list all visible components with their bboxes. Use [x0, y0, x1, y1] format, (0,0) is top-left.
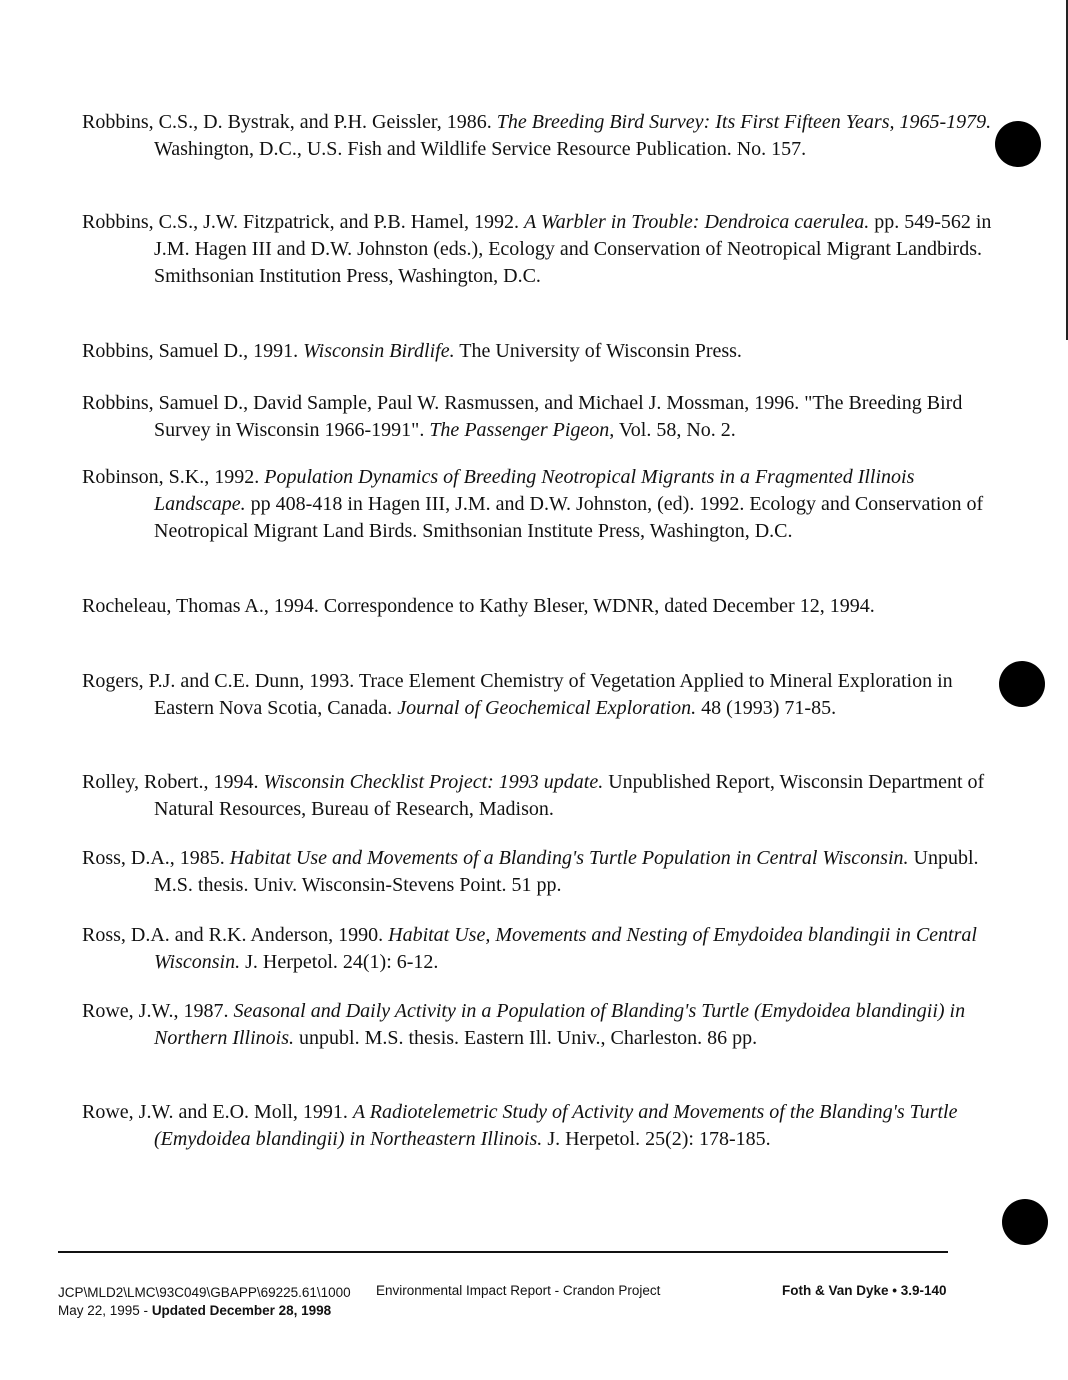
reference-entry: Rowe, J.W. and E.O. Moll, 1991. A Radiotelemetric Study of Activity and Movements of the Blanding's Turtle (Emydoidea blandingii) in Northeastern Illinois. J. Herpetol. 25(2): 178-185. — [82, 1101, 958, 1150]
punch-hole — [995, 121, 1041, 167]
reference-entry: Rowe, J.W., 1987. Seasonal and Daily Activity in a Population of Blanding's Turtle (Emydoidea blandingii) in Northern Illinois. unpubl. M.S. thesis. Eastern Ill. Univ., Charleston. 86 pp. — [82, 1000, 966, 1049]
reference-entry: Ross, D.A., 1985. Habitat Use and Movements of a Blanding's Turtle Population in Central Wisconsin. Unpubl. M.S. thesis. Univ. Wisconsin-Stevens Point. 51 pp. — [82, 847, 979, 896]
footer-date: May 22, 1995 - Updated December 28, 1998 — [58, 1303, 332, 1318]
footer-rule — [58, 1251, 948, 1253]
footer-project-title: Environmental Impact Report - Crandon Project — [376, 1283, 661, 1298]
reference-entry: Rolley, Robert., 1994. Wisconsin Checklist Project: 1993 update. Unpublished Report, Wisconsin Department of Natural Resources, Bureau of Research, Madison. — [82, 771, 985, 820]
reference-entry: Robbins, Samuel D., 1991. Wisconsin Birdlife. The University of Wisconsin Press. — [82, 340, 742, 362]
reference-entry: Rocheleau, Thomas A., 1994. Correspondence to Kathy Bleser, WDNR, dated December 12, 1994. — [82, 595, 875, 617]
reference-entry: Robbins, C.S., J.W. Fitzpatrick, and P.B. Hamel, 1992. A Warbler in Trouble: Dendroica caerulea. pp. 549-562 in J.M. Hagen III and D.W. Johnston (eds.), Ecology and Conservation of Neotropical Migrant Landbirds. Smithsonian Institution Press, Washington, D.C. — [82, 211, 992, 287]
reference-entry: Ross, D.A. and R.K. Anderson, 1990. Habitat Use, Movements and Nesting of Emydoidea blandingii in Central Wisconsin. J. Herpetol. 24(1): 6-12. — [82, 924, 977, 973]
punch-hole — [999, 661, 1045, 707]
reference-entry: Robbins, Samuel D., David Sample, Paul W. Rasmussen, and Michael J. Mossman, 1996. "The Breeding Bird Survey in Wisconsin 1966-1991". The Passenger Pigeon, Vol. 58, No. 2. — [82, 392, 963, 441]
punch-hole — [1002, 1199, 1048, 1245]
reference-entry: Rogers, P.J. and C.E. Dunn, 1993. Trace Element Chemistry of Vegetation Applied to Mineral Exploration in Eastern Nova Scotia, Canada. Journal of Geochemical Exploration. 48 (1993) 71-85. — [82, 670, 953, 719]
footer-page-number: Foth & Van Dyke • 3.9-140 — [782, 1283, 947, 1298]
reference-entry: Robbins, C.S., D. Bystrak, and P.H. Geissler, 1986. The Breeding Bird Survey: Its First Fifteen Years, 1965-1979. Washington, D.C., U.S. Fish and Wildlife Service Resource Publication. No. 157. — [82, 111, 992, 160]
footer-file-path: JCP\MLD2\LMC\93C049\GBAPP\69225.61\1000 — [58, 1285, 351, 1300]
reference-entry: Robinson, S.K., 1992. Population Dynamics of Breeding Neotropical Migrants in a Fragmented Illinois Landscape. pp 408-418 in Hagen III, J.M. and D.W. Johnston, (ed). 1992. Ecology and Conservation of Neotropical Migrant Land Birds. Smithsonian Institute Press, Washington, D.C. — [82, 466, 984, 542]
